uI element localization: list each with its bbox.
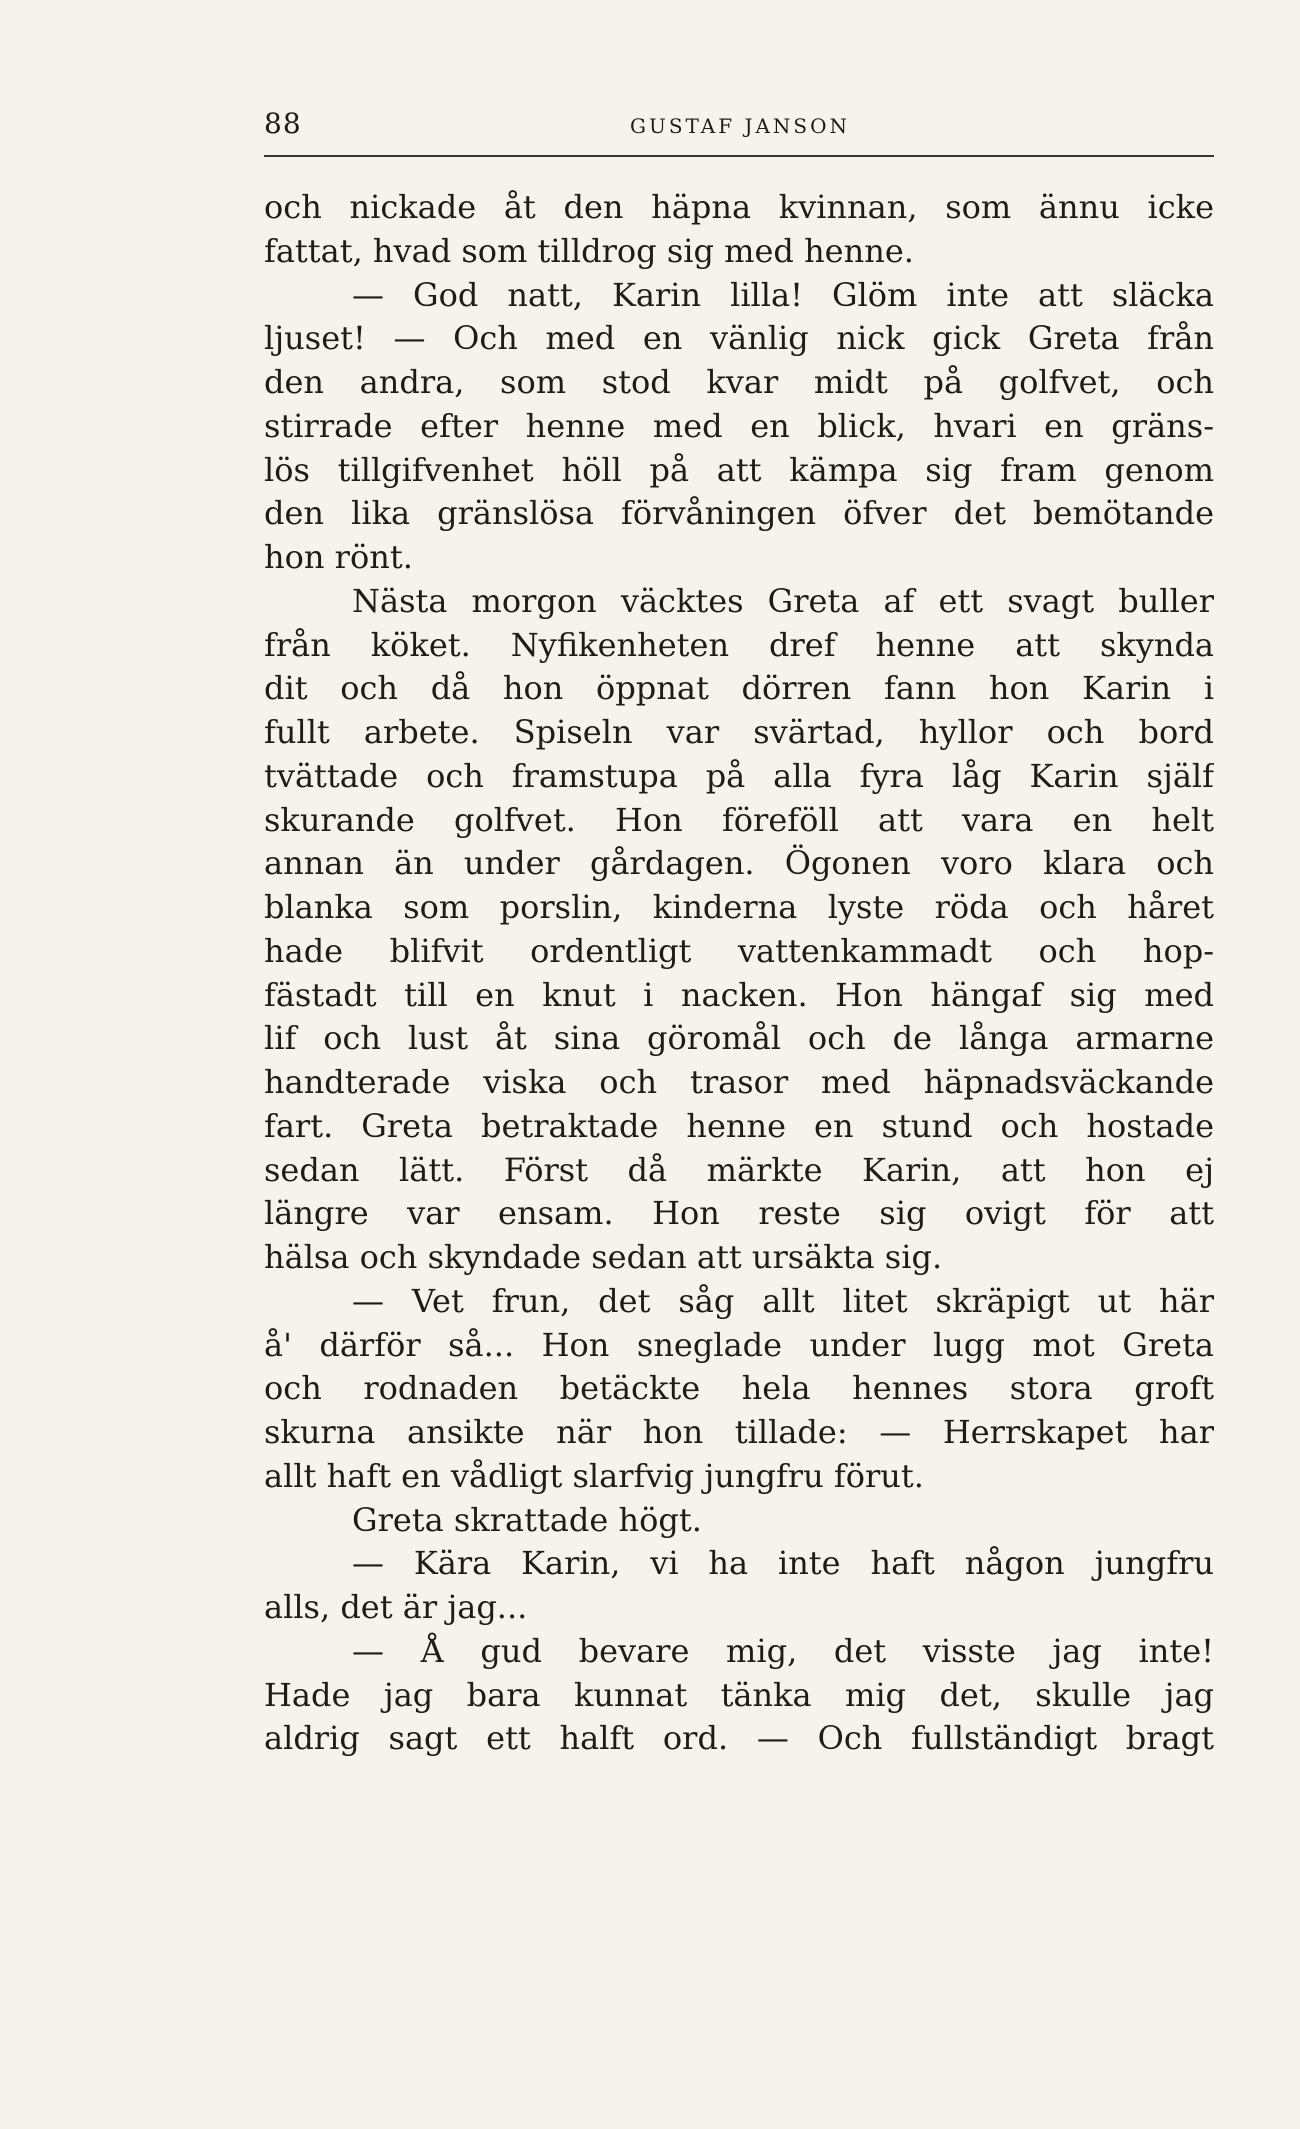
text-line: lös tillgifvenhet höll på att kämpa sig fram genom [264,450,1214,489]
text-line: den lika gränslösa förvåningen öfver det bemötande [264,494,1214,533]
text-line: tvättade och framstupa på alla fyra låg Karin själf [264,756,1214,795]
page-header [264,104,1214,144]
text-line: hon rönt. [264,538,413,576]
text-line: stirrade efter henne med en blick, hvari en gräns- [264,406,1214,445]
text-line: — Vet frun, det såg allt litet skräpigt ut här [352,1281,1214,1320]
text-line: handterade viska och trasor med häpnadsväckande [264,1063,1214,1101]
text-line: å' därför så... Hon sneglade under lugg mot Greta [264,1325,1214,1364]
text-line: Hade jag bara kunnat tänka mig det, skulle jag [264,1675,1214,1714]
page-number: 88 [264,107,302,140]
body-text [264,186,1214,1761]
text-line: fästadt till en knut i nacken. Hon hängaf sig med [264,975,1214,1014]
text-line: hade blifvit ordentligt vattenkammadt och hop- [264,931,1214,970]
text-line: Nästa morgon väcktes Greta af ett svagt buller [352,581,1214,620]
text-line: ljuset! — Och med en vänlig nick gick Greta från [264,319,1214,358]
text-line: längre var ensam. Hon reste sig ovigt för att [264,1194,1214,1233]
text-line: fart. Greta betraktade henne en stund och hostade [264,1106,1214,1145]
text-line: — Å gud bevare mig, det visste jag inte! [352,1631,1214,1670]
text-line: hälsa och skyndade sedan att ursäkta sig. [264,1238,943,1276]
text-line: annan än under gårdagen. Ögonen voro klara och [264,844,1214,883]
text-line: den andra, som stod kvar midt på golfvet, och [264,363,1214,401]
running-head: GUSTAF JANSON [630,114,851,138]
text-line: dit och då hon öppnat dörren fann hon Karin i [264,669,1214,708]
text-line: allt haft en vådligt slarfvig jungfru förut. [264,1456,924,1495]
text-line: aldrig sagt ett halft ord. — Och fullständigt bragt [264,1719,1214,1758]
text-line: — God natt, Karin lilla! Glöm inte att släcka [352,275,1214,314]
text-line: sedan lätt. Först då märkte Karin, att hon ej [264,1150,1214,1189]
text-line: lif och lust åt sina göromål och de långa armarne [264,1019,1214,1058]
text-line: — Kära Karin, vi ha inte haft någon jungfru [352,1544,1214,1583]
header-rule [264,155,1214,157]
text-line: fattat, hvad som tilldrog sig med henne. [264,231,914,270]
text-line: fullt arbete. Spiseln var svärtad, hyllor och bord [264,713,1214,751]
text-line: alls, det är jag... [264,1588,528,1626]
text-line: och nickade åt den häpna kvinnan, som ännu icke [264,188,1214,226]
text-line: Greta skrattade högt. [352,1500,702,1539]
text-line: från köket. Nyfikenheten dref henne att skynda [264,625,1214,664]
text-line: blanka som porslin, kinderna lyste röda och håret [264,888,1214,926]
text-line: skurande golfvet. Hon föreföll att vara en helt [264,800,1214,839]
text-line: och rodnaden betäckte hela hennes stora groft [264,1369,1214,1408]
text-line: skurna ansikte när hon tillade: — Herrskapet har [264,1413,1214,1451]
